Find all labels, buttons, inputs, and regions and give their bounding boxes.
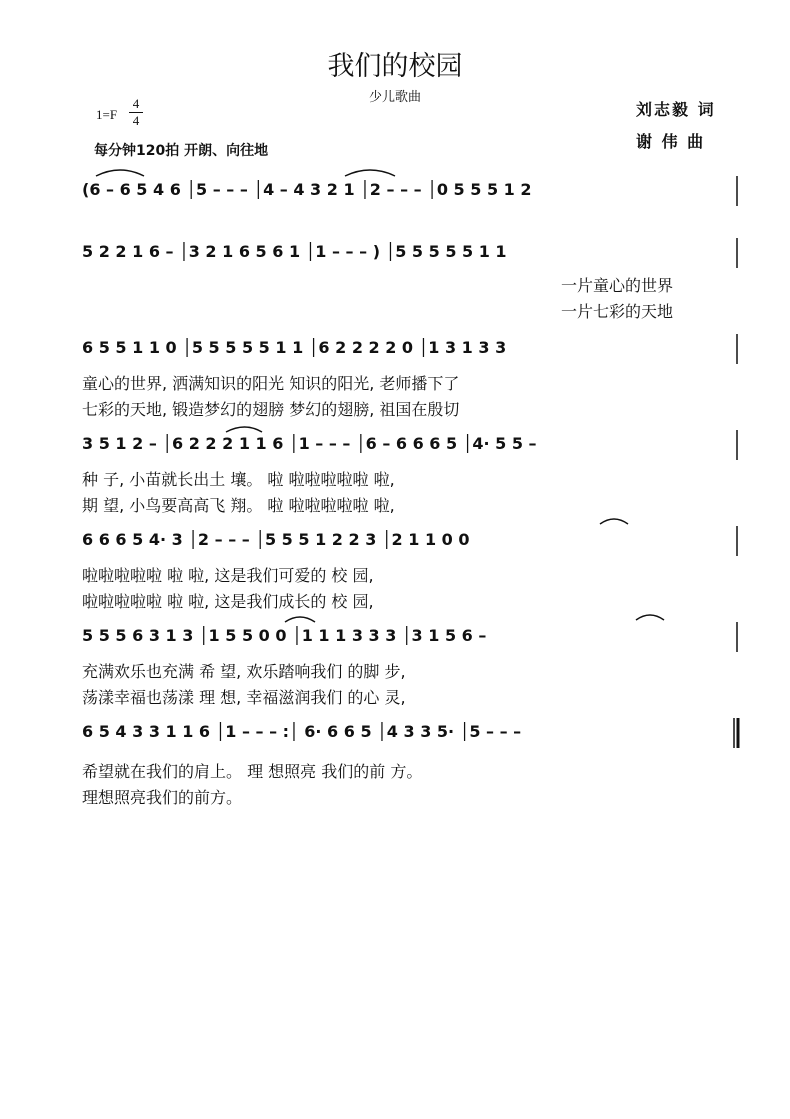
lyric-row-5-verse-2: 啦啦啦啦啦 啦 啦, 这是我们成长的 校 园,: [82, 592, 374, 611]
notation-row-6: 5 5 5 6 3 1 3 │1 5 5 0 0 │1 1 1 3 3 3 │3 1 5 6 –: [82, 626, 487, 645]
lyric-row-6-verse-2: 荡漾幸福也荡漾 理 想, 幸福滋润我们 的心 灵,: [82, 688, 406, 707]
lyric-row-4-verse-1: 种 子, 小苗就长出土 壤。 啦 啦啦啦啦啦 啦,: [82, 470, 395, 489]
lyric-row-2-verse-1: 一片童心的世界: [561, 276, 674, 295]
notation-row-7: 6 5 4 3 3 1 1 6 │1 – – – :│ 6· 6 6 5 │4 3 3 5· │5 – – –: [82, 722, 522, 741]
notation-row-2: 5 2 2 1 6 – │3 2 1 6 5 6 1 │1 – – – ) │5 5 5 5 5 1 1: [82, 242, 507, 261]
composer-credit: 谢 伟 曲: [636, 132, 706, 151]
lyric-row-3-verse-2: 七彩的天地, 锻造梦幻的翅膀 梦幻的翅膀, 祖国在殷切: [82, 400, 460, 419]
tempo-marking: 每分钟120拍 开朗、向往地: [94, 143, 269, 159]
key-signature: 1=F: [96, 107, 118, 122]
lyric-row-2-verse-2: 一片七彩的天地: [561, 302, 674, 321]
song-title: 我们的校园: [327, 51, 463, 82]
notation-row-3: 6 5 5 1 1 0 │5 5 5 5 5 1 1 │6 2 2 2 2 0 │1 3 1 3 3: [82, 338, 507, 357]
lyric-row-3-verse-1: 童心的世界, 洒满知识的阳光 知识的阳光, 老师播下了: [82, 374, 460, 393]
time-signature-top: 4: [132, 96, 140, 111]
lyric-row-6-verse-1: 充满欢乐也充满 希 望, 欢乐踏响我们 的脚 步,: [82, 662, 406, 681]
lyric-row-7-verse-1: 希望就在我们的肩上。 理 想照亮 我们的前 方。: [82, 762, 423, 781]
lyric-row-7-verse-2: 理想照亮我们的前方。: [82, 788, 243, 807]
notation-row-5: 6 6 6 5 4· 3 │2 – – – │5 5 5 1 2 2 3 │2 1 1 0 0: [82, 530, 470, 549]
song-genre: 少儿歌曲: [368, 90, 421, 105]
notation-row-4: 3 5 1 2 – │6 2 2 2 1 1 6 │1 – – – │6 – 6 6 6 5 │4· 5 5 –: [82, 434, 537, 453]
lyric-row-5-verse-1: 啦啦啦啦啦 啦 啦, 这是我们可爱的 校 园,: [82, 566, 374, 585]
time-signature-bottom: 4: [132, 113, 140, 128]
lyricist-credit: 刘志毅 词: [636, 100, 716, 119]
notation-row-1: (6 – 6 5 4 6 │5 – – – │4 – 4 3 2 1 │2 – – – │0 5 5 5 1 2: [82, 180, 532, 199]
lyric-row-4-verse-2: 期 望, 小鸟要高高飞 翔。 啦 啦啦啦啦啦 啦,: [82, 496, 395, 515]
